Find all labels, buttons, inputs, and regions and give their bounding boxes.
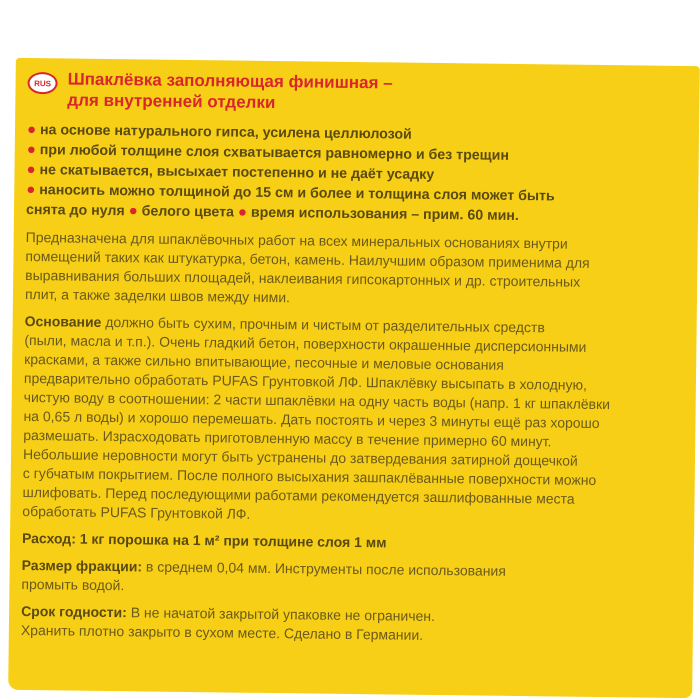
section-text: в среднем 0,04 мм. Инструменты после использования bbox=[141, 558, 506, 579]
bullet-icon: ● bbox=[26, 120, 37, 139]
feature-text: наносить можно толщиной до 15 см и более и толщина слоя может быть bbox=[39, 182, 555, 205]
feature-text: на основе натурального гипса, усилена целлюлозой bbox=[39, 122, 412, 143]
text-line: Предназначена для шпаклёвочных работ на всех минеральных основаниях внутри bbox=[25, 228, 568, 252]
section-text: 1 кг порошка на 1 м² при толщине слоя 1 мм bbox=[75, 530, 387, 551]
section-label: Срок годности: bbox=[21, 602, 127, 621]
feature-text: при любой толщине слоя схватывается равномерно и без трещин bbox=[39, 142, 510, 164]
bullet-icon: ● bbox=[26, 180, 36, 199]
fraction-paragraph bbox=[21, 556, 671, 602]
section-text: В не начатой закрытой упаковке не ограничен. bbox=[126, 604, 436, 625]
text-line: на 0,65 л воды) и хорошо перемешать. Дать постоять и через 3 минуты ещё раз хорошо bbox=[23, 407, 600, 432]
shelf-life-paragraph bbox=[21, 602, 671, 648]
product-label bbox=[8, 58, 700, 698]
text-line: плит, а также заделки швов между ними. bbox=[24, 285, 291, 306]
title-line-1: Шпаклёвка заполняющая финишная – bbox=[67, 69, 393, 93]
feature-text: снята до нуля bbox=[25, 201, 125, 220]
text-line bbox=[22, 529, 672, 556]
label-content bbox=[21, 68, 678, 648]
text-line: красками, а также сильно впитывающие, песочные и меловые основания bbox=[24, 350, 504, 373]
text-line: промыть водой. bbox=[21, 575, 125, 594]
product-title bbox=[67, 68, 627, 117]
header bbox=[27, 68, 677, 120]
feature-text: белого цвета bbox=[141, 203, 235, 221]
section-label: Основание bbox=[24, 312, 102, 330]
rus-badge: RUS bbox=[27, 72, 57, 94]
bullet-icon: ● bbox=[26, 140, 36, 159]
text-line: (пыли, масла и т.п.). Очень гладкий бетон, поверхности окрашенные дисперсионными bbox=[24, 331, 587, 355]
feature-text: время использования – прим. 60 мин. bbox=[250, 204, 519, 225]
section-label: Расход: bbox=[21, 529, 77, 547]
text-line: Хранить плотно закрыто в сухом месте. Сделано в Германии. bbox=[20, 621, 424, 643]
text-line: обработать PUFAS Грунтовкой ЛФ. bbox=[22, 502, 251, 522]
bullet-icon: ● bbox=[26, 160, 36, 179]
title-line-2: для внутренней отделки bbox=[67, 90, 276, 113]
base-paragraph bbox=[22, 312, 675, 529]
feature-text: не скатывается, высыхает постепенно и не даёт усадку bbox=[39, 162, 435, 183]
bullet-icon: ● bbox=[128, 202, 138, 220]
text-line: выравнивания больших площадей, наклеивания гипсокартонных и др. строительных bbox=[25, 266, 581, 290]
text-line: с губчатым покрытием. После полного высыхания зашпаклёванные поверхности можно bbox=[22, 464, 597, 488]
features-list bbox=[26, 120, 677, 228]
consumption-paragraph bbox=[22, 529, 672, 556]
text-line: размешать. Израсходовать приготовленную массу в течение примерно 60 минут. bbox=[23, 426, 552, 450]
text-line: помещений таких как штукатурка, бетон, камень. Наилучшим образом применима для bbox=[25, 247, 590, 271]
section-text: должно быть сухим, прочным и чистым от разделительных средств bbox=[101, 313, 545, 336]
text-line: Небольшие неровности могут быть устранены до затвердевания затирной дощечкой bbox=[22, 445, 578, 469]
text-line: чистую воду в соотношении: 2 части шпаклёвки на одну часть воды (напр. 1 кг шпаклёвки bbox=[23, 388, 611, 413]
purpose-paragraph bbox=[25, 228, 676, 312]
text-line: шлифовать. Перед последующими работами рекомендуется зашлифованные места bbox=[22, 483, 575, 507]
section-label: Размер фракции: bbox=[21, 556, 143, 575]
bullet-icon: ● bbox=[237, 203, 248, 221]
text-line: предварительно обработать PUFAS Грунтовкой ЛФ. Шпаклёвку высыпать в холодную, bbox=[23, 369, 588, 393]
